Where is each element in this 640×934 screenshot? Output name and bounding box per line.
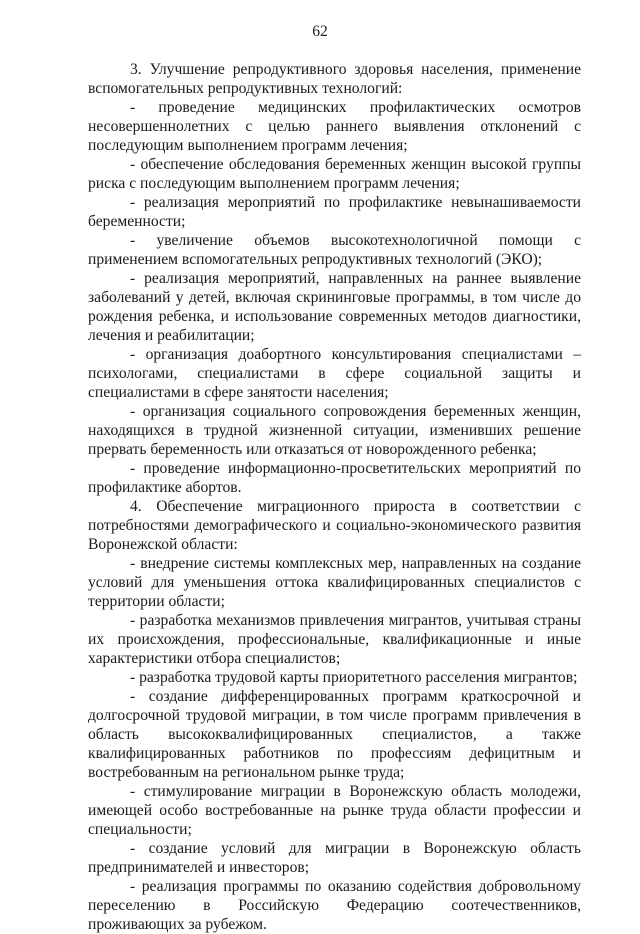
list-item: - организация социального сопровождения беременных женщин, находящихся в трудной жизненной ситуации, изменивших решение прервать беременность или отказаться от новорожденного ребенка; — [88, 403, 581, 458]
list-item: - обеспечение обследования беременных женщин высокой группы риска с последующим выполнением программ лечения; — [88, 156, 581, 192]
list-item: - создание дифференцированных программ краткосрочной и долгосрочной трудовой миграции, в том числе программ привлечения в область высококвалифицированных специалистов, а также квалифицированных работников по профессиям дефицитным и востребованным на региональном рынке труда; — [88, 688, 581, 781]
list-item: - реализация мероприятий по профилактике невынашиваемости беременности; — [88, 194, 581, 230]
list-item: - увеличение объемов высокотехнологичной помощи с применением вспомогательных репродуктивных технологий (ЭКО); — [88, 232, 581, 268]
list-item: - внедрение системы комплексных мер, направленных на создание условий для уменьшения оттока квалифицированных специалистов с территории области; — [88, 555, 581, 610]
section-heading: 3. Улучшение репродуктивного здоровья населения, применение вспомогательных репродуктивных технологий: — [88, 61, 581, 97]
page-number: 62 — [312, 23, 328, 40]
list-item: - стимулирование миграции в Воронежскую область молодежи, имеющей особо востребованные на рынке труда области профессии и специальности; — [88, 783, 581, 838]
document-body — [88, 60, 581, 934]
list-item: - реализация мероприятий, направленных на раннее выявление заболеваний у детей, включая скрининговые программы, в том числе до рождения ребенка, и использование современных методов диагностики, лечения и реабилитации; — [88, 270, 581, 344]
list-item: - реализация программы по оказанию содействия добровольному переселению в Российскую Федерацию соотечественников, проживающих за рубежом. — [88, 878, 581, 933]
section-heading: 4. Обеспечение миграционного прироста в соответствии с потребностями демографического и социально-экономического развития Воронежской области: — [88, 498, 581, 553]
list-item: - создание условий для миграции в Воронежскую область предпринимателей и инвесторов; — [88, 840, 581, 876]
list-item: - проведение информационно-просветительских мероприятий по профилактике абортов. — [88, 460, 581, 496]
list-item: - разработка механизмов привлечения мигрантов, учитывая страны их происхождения, профессиональные, квалификационные и иные характеристики отбора специалистов; — [88, 612, 581, 667]
list-item: - разработка трудовой карты приоритетного расселения мигрантов; — [130, 669, 578, 686]
list-item: - проведение медицинских профилактических осмотров несовершеннолетних с целью раннего выявления отклонений с последующим выполнением программ лечения; — [88, 99, 581, 154]
list-item: - организация доабортного консультирования специалистами – психологами, специалистами в сфере социальной защиты и специалистами в сфере занятости населения; — [88, 346, 581, 401]
